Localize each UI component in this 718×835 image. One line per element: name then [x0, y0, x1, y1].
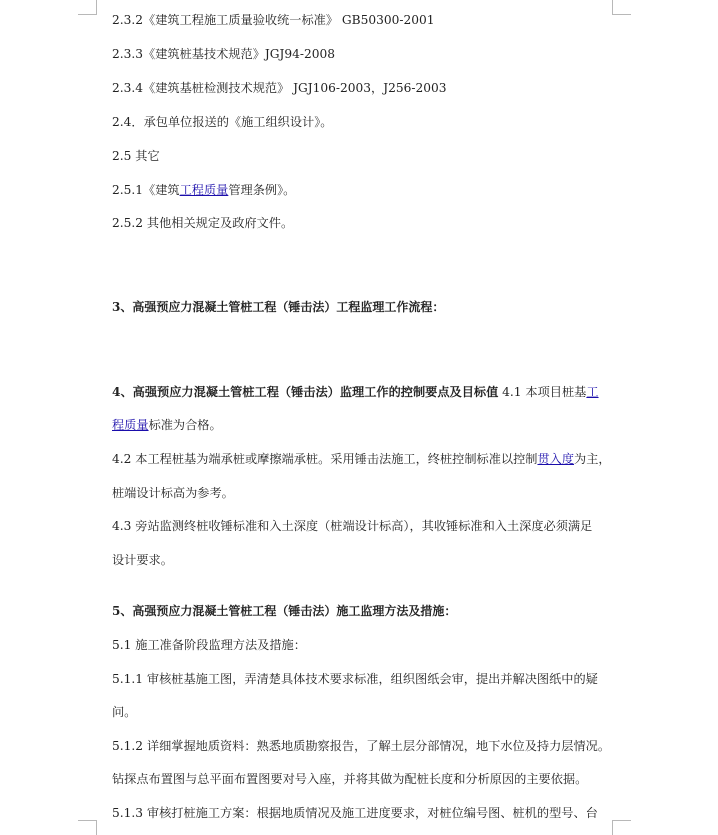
text-run: 5.1 施工准备阶段监理方法及措施： — [112, 638, 306, 652]
paragraph-line — [112, 736, 612, 756]
text-run: 2.5.1《建筑 — [112, 183, 180, 197]
text-run: 2.3.2《建筑工程施工质量验收统一标准》 GB50300-2001 — [112, 13, 435, 27]
paragraph-line — [112, 44, 612, 64]
paragraph-line — [112, 78, 612, 98]
text-run: 管理条例》。 — [228, 183, 296, 197]
hyperlink[interactable]: 工程质量 — [179, 183, 229, 197]
paragraph-line — [112, 449, 612, 469]
page-corner-mark — [78, 820, 97, 835]
paragraph-line — [112, 213, 612, 233]
text-run: 5.1.1 审核桩基施工图，弄清楚具体技术要求标准，组织图纸会审，提出并解决图纸中的疑 — [112, 672, 598, 686]
text-run: 5.1.3 审核打桩施工方案：根据地质情况及施工进度要求，对桩位编号图、桩机的型号、台 — [112, 806, 598, 820]
paragraph-line — [112, 516, 612, 536]
text-run: 钻探点布置图与总平面布置图要对号入座，并将其做为配桩长度和分析原因的主要依据。 — [112, 772, 588, 786]
text-run: 2.3.4《建筑基桩检测技术规范》 JGJ106-2003，J256-2003 — [112, 81, 447, 95]
text-run: 标准为合格。 — [148, 418, 222, 432]
text-run: 为主， — [574, 452, 611, 466]
page-corner-mark — [612, 820, 631, 835]
paragraph-line — [112, 550, 612, 570]
text-run: 4.1 本项目桩基 — [498, 385, 587, 399]
paragraph-line — [112, 112, 612, 132]
text-run: 2.3.3《建筑桩基技术规范》JGJ94-2008 — [112, 47, 336, 61]
paragraph-line — [112, 382, 612, 402]
hyperlink[interactable]: 程质量 — [112, 418, 149, 432]
paragraph-line — [112, 669, 612, 689]
page-corner-mark — [78, 0, 97, 15]
text-run: 设计要求。 — [112, 553, 173, 567]
text-run: 问。 — [112, 705, 137, 719]
paragraph-line — [112, 146, 612, 166]
paragraph-line — [112, 483, 612, 503]
paragraph-line — [112, 415, 612, 435]
text-run: 2.5.2 其他相关规定及政府文件。 — [112, 216, 294, 230]
hyperlink[interactable]: 工 — [586, 385, 599, 399]
text-run: 2.4．承包单位报送的《施工组织设计》。 — [112, 115, 333, 129]
text-run: 5.1.2 详细掌握地质资料：熟悉地质勘察报告，了解土层分部情况，地下水位及持力层情况。 — [112, 739, 611, 753]
paragraph-line — [112, 803, 612, 823]
paragraph-line — [112, 180, 612, 200]
text-run: 3、高强预应力混凝土管桩工程（锤击法）工程监理工作流程： — [112, 300, 445, 314]
text-run: 4.2 本工程桩基为端承桩或摩擦端承桩。采用锤击法施工，终桩控制标准以控制 — [112, 452, 538, 466]
paragraph-line — [112, 635, 612, 655]
text-run: 4、高强预应力混凝土管桩工程（锤击法）监理工作的控制要点及目标值 — [112, 385, 499, 399]
paragraph-line — [112, 601, 612, 621]
paragraph-line — [112, 702, 612, 722]
text-run: 4.3 旁站监测终桩收锤标准和入土深度（桩端设计标高），其收锤标准和入土深度必须满足 — [112, 519, 593, 533]
hyperlink[interactable]: 贯入度 — [537, 452, 575, 466]
paragraph-line — [112, 297, 612, 317]
text-run: 桩端设计标高为参考。 — [112, 486, 234, 500]
text-run: 5、高强预应力混凝土管桩工程（锤击法）施工监理方法及措施： — [112, 604, 457, 618]
text-run: 2.5 其它 — [112, 149, 160, 163]
paragraph-line — [112, 769, 612, 789]
paragraph-line — [112, 10, 612, 30]
page-corner-mark — [612, 0, 631, 15]
